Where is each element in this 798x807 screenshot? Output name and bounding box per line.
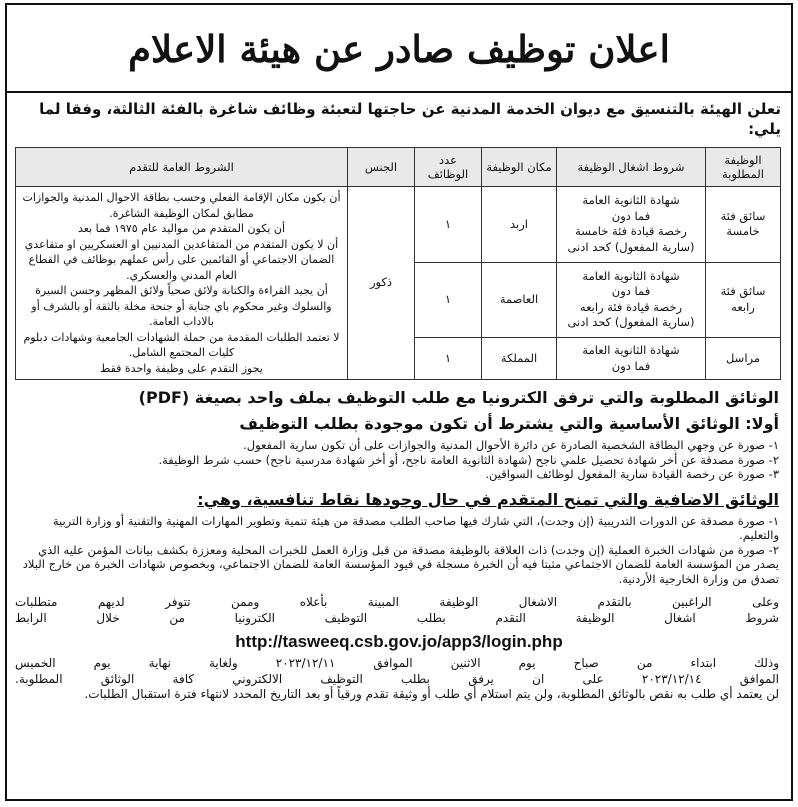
header-conditions: شروط اشغال الوظيفة: [557, 148, 706, 187]
condition-line: شهادة الثانوية العامة: [582, 343, 680, 358]
job-conditions: [557, 187, 706, 263]
general-condition: أن يجيد القراءة والكتابة ولائق صحياً ولائق المظهر وحسن السيرة والسلوك وغير محكوم باي جناية أو جنحة مخلة بالثقة أو بالشرف أو بالاداب العامة.: [31, 284, 332, 328]
period-line: الموافق ٢٠٢٣/١٢/١٤ على ان يرفق بطلب التوظيف الالكتروني كافة الوثائق المطلوبة.: [15, 671, 779, 686]
closing-line: وعلى الراغبين بالتقدم الاشغال الوظيفة المبينة بأعلاه وممن تتوفر لديهم متطلبات: [15, 595, 779, 609]
basic-docs-list: [7, 434, 791, 482]
list-item: ٢- صورة مصدقة عن أخر شهادة تحصيل علمي ناجح (شهادة الثانوية العامة ناجح، أو أخر شهادة مدرسية ناجح) حسب شرط الوظيفة.: [158, 452, 779, 467]
job-title: مراسل: [706, 338, 781, 380]
docs-heading: الوثائق المطلوبة والتي ترفق الكترونيا مع طلب التوظيف بملف واحد بصيغة (PDF): [138, 388, 779, 407]
condition-line: شهادة الثانوية العامة: [582, 193, 680, 208]
jobs-table: [15, 147, 781, 380]
general-conditions: [16, 187, 348, 380]
job-count: ١: [415, 187, 482, 263]
job-place: اربد: [482, 187, 557, 263]
header-place: مكان الوظيفة: [482, 148, 557, 187]
general-condition: أن يكون المتقدم من مواليد عام ١٩٧٥ فما بعد: [77, 222, 286, 235]
general-condition: أن يكون مكان الإقامة الفعلي وحسب بطاقة الاحوال المدنية والجوازات مطابق لمكان الوظيفة الشاغرة.: [22, 191, 341, 220]
header-general: الشروط العامة للتقدم: [16, 148, 348, 187]
list-item: ٢- صورة من شهادات الخبرة العملية (إن وجدت) ذات العلاقة بالوظيفة مصدقة من قبل وزارة العمل للخبرات المحلية ومعززة بكشف بيانات المؤمن عليه الذي يصدر من المؤسسة العامة للضمان الاجتماعي مثبتا فيه أن الخبرة مسجلة في قيود المؤسسة العامة للضمان الاجتماعي، وبخصوص شهادات الخبرة من خارج البلاد تصدق من وزارة الخارجية الأردنية.: [22, 542, 779, 586]
header-count: عدد الوظائف: [415, 148, 482, 187]
header-gender: الجنس: [348, 148, 415, 187]
extra-docs-heading: الوثائق الاضافية والتي تمنح المتقدم في حال وجودها نقاط تنافسية، وهي:: [197, 489, 779, 509]
general-condition: أن لا يكون المتقدم من المتقاعدين المدنيين او العسكريين او متقاعدي الضمان الاجتماعي أو القائمين على رأس عملهم بوظائف في القطاع العام المدني والعسكري.: [24, 237, 339, 282]
condition-line: فما دون: [611, 358, 651, 373]
list-item: ٣- صورة عن رخصة القيادة سارية المفعول لوظائف السواقين.: [485, 467, 779, 481]
job-count: ١: [415, 262, 482, 338]
condition-line: فما دون: [611, 284, 651, 299]
condition-line: رخصة قيادة فئة خامسة: [575, 224, 687, 239]
job-conditions: [557, 262, 706, 338]
job-count: ١: [415, 338, 482, 380]
list-item: ١- صورة عن وجهي البطاقة الشخصية الصادرة عن دائرة الأحوال المدنية والجوازات على أن تكون سارية المفعول.: [243, 438, 779, 452]
job-title: سائق فئة خامسة: [706, 187, 781, 263]
job-place: المملكة: [482, 338, 557, 380]
intro-text: تعلن الهيئة بالتنسيق مع ديوان الخدمة المدنية عن حاجتها لتعبئة وظائف شاغرة بالفئة الثالثة، وفقا لما يلي:: [39, 100, 781, 138]
condition-line: فما دون: [611, 208, 651, 223]
table-header-row: [16, 148, 781, 187]
extra-docs-list: [7, 510, 791, 587]
condition-line: شهادة الثانوية العامة: [582, 268, 680, 283]
basic-docs-heading: أولا: الوثائق الأساسية والتي يشترط أن تكون موجودة بطلب التوظيف: [239, 414, 779, 433]
table-row: [16, 187, 781, 263]
condition-line: رخصة قيادة فئة رابعه: [579, 299, 683, 314]
job-title: سائق فئة رابعه: [706, 262, 781, 338]
header-job: الوظيفة المطلوبة: [706, 148, 781, 187]
general-condition: لا تعتمد الطلبات المقدمة من حملة الشهادات الجامعية وشهادات دبلوم كليات المجتمع الشامل.: [23, 330, 340, 359]
apply-instructions: [7, 586, 791, 626]
application-link[interactable]: http://tasweeq.csb.gov.jo/app3/login.php: [235, 632, 563, 651]
list-item: ١- صورة مصدقة عن الدورات التدريبية (إن وجدت)، التي شارك فيها صاحب الطلب مصدقة من هيئة تنمية وتطوير المهارات المهنية والتقنية أو وزارة التربية والتعليم.: [52, 513, 779, 542]
application-period: [7, 656, 791, 703]
job-place: العاصمة: [482, 262, 557, 338]
job-conditions: [557, 338, 706, 380]
job-gender: ذكور: [348, 187, 415, 380]
closing-line: شروط اشغال الوظيفة التقدم بطلب التوظيف الكترونيا من خلال الرابط: [15, 611, 779, 625]
condition-line: (سارية المفعول) كحد ادنى: [567, 239, 695, 254]
announcement-title: اعلان توظيف صادر عن هيئة الاعلام: [128, 27, 670, 71]
final-note: لن يعتمد أي طلب به نقص بالوثائق المطلوبة، ولن يتم استلام أي طلب أو وثيقة تقدم ورقياً أو بعد التاريخ المحدد لانتهاء فترة استقبال الطلبات.: [84, 687, 779, 701]
job-announcement: [5, 3, 793, 801]
condition-line: (سارية المفعول) كحد ادنى: [567, 315, 695, 330]
general-condition: يجوز التقدم على وظيفة واحدة فقط: [100, 361, 263, 375]
period-line: وذلك ابتداء من صباح يوم الاثنين الموافق ٢٠٢٣/١٢/١١ ولغاية نهاية يوم الخميس: [15, 656, 779, 670]
